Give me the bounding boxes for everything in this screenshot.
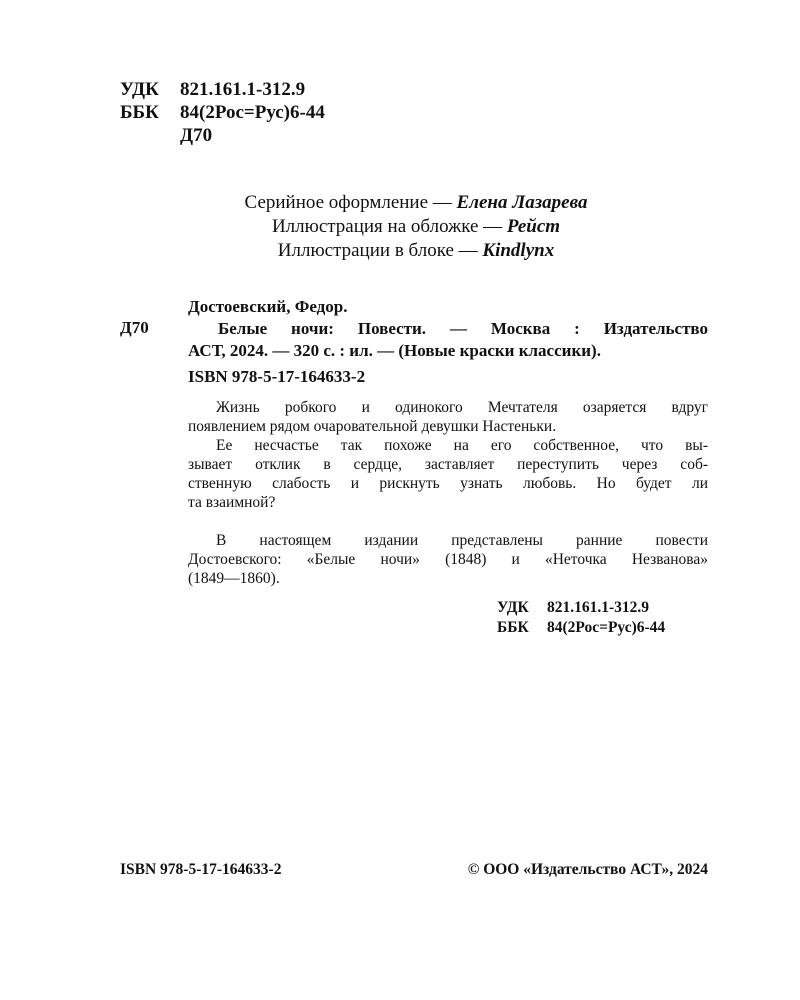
bbk-row <box>497 618 665 638</box>
footer-copyright: © ООО «Издательство АСТ», 2024 <box>467 861 708 878</box>
annotation-line: ственную слабость и рискнуть узнать любовь. Но будет ли <box>188 475 708 492</box>
annotation-line: Жизнь робкого и одинокого Мечтателя озаряется вдруг <box>216 399 708 416</box>
author-mark: Д70 <box>180 125 213 146</box>
udk-row <box>120 78 325 101</box>
author-heading: Достоевский, Федор. <box>188 297 348 316</box>
annotation-line: (1849—1860). <box>188 570 280 587</box>
credit-line-block-illustrations <box>0 239 800 263</box>
credit-line-cover-illustration <box>0 215 800 239</box>
credit-name: Рейст <box>506 216 561 237</box>
bibliographic-line-1: Белые ночи: Повести. — Москва : Издательство <box>218 319 708 338</box>
isbn-number: ISBN 978-5-17-164633-2 <box>188 367 366 386</box>
annotation-line: появлением рядом очаровательной девушки Настеньки. <box>188 418 557 435</box>
annotation-line: В настоящем издании представлены ранние повести <box>216 532 708 549</box>
bibliographic-author-mark: Д70 <box>120 318 149 337</box>
design-credits <box>0 191 800 263</box>
credit-role: Серийное оформление — <box>244 192 457 213</box>
udk-label: УДК <box>497 599 529 616</box>
credit-name: Kindlynx <box>482 240 555 261</box>
footer-isbn: ISBN 978-5-17-164633-2 <box>120 861 282 878</box>
bbk-value: 84(2Рос=Рус)6-44 <box>180 102 325 123</box>
bbk-label: ББК <box>497 619 529 636</box>
header-classification-codes <box>120 78 325 147</box>
annotation-line: Ее несчастье так похоже на его собственное, что вы- <box>216 437 708 454</box>
annotation-line: зывает отклик в сердце, заставляет переступить через соб- <box>188 456 708 473</box>
author-mark-row <box>120 124 325 147</box>
credit-role: Иллюстрация на обложке — <box>271 216 507 237</box>
credit-line-series-design <box>0 191 800 215</box>
bbk-value: 84(2Рос=Рус)6-44 <box>547 619 666 636</box>
udk-label: УДК <box>120 79 159 100</box>
udk-row <box>497 598 665 618</box>
annotation <box>188 398 708 588</box>
credit-role: Иллюстрации в блоке — <box>277 240 483 261</box>
bottom-classification-codes <box>497 598 665 638</box>
udk-value: 821.161.1-312.9 <box>180 79 306 100</box>
bbk-label: ББК <box>120 102 159 123</box>
paragraph-gap <box>188 512 708 531</box>
bibliographic-line-2: АСТ, 2024. — 320 с. : ил. — (Новые краски классики). <box>188 341 601 360</box>
annotation-line: Достоевского: «Белые ночи» (1848) и «Неточка Незванова» <box>188 551 708 568</box>
credit-name: Елена Лазарева <box>456 192 588 213</box>
udk-value: 821.161.1-312.9 <box>547 599 650 616</box>
bibliographic-description <box>188 318 708 362</box>
bbk-row <box>120 101 325 124</box>
annotation-line: та взаимной? <box>188 494 276 511</box>
